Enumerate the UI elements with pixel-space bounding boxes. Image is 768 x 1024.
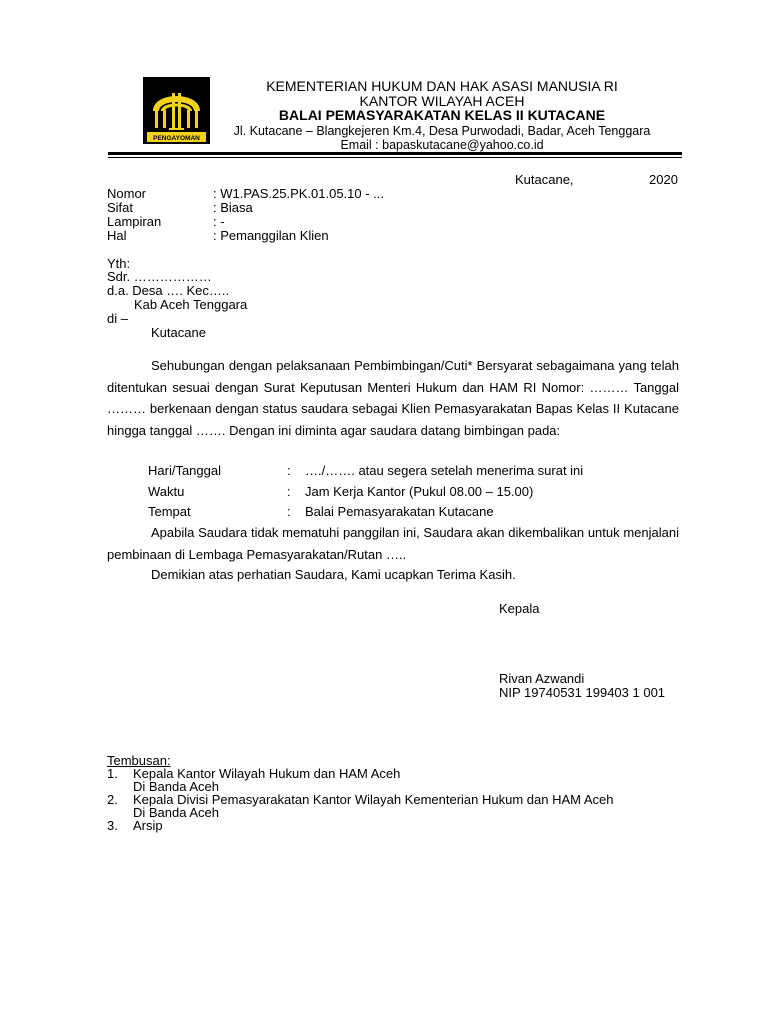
recipient-di: di –	[107, 311, 128, 326]
recipient-city: Kutacane	[151, 325, 206, 340]
body-paragraph-2-text: Apabila Saudara tidak mematuhi panggilan ini, Saudara akan dikembalikan untuk menjalani pembinaan di Lembaga Pemasyarakatan/Rutan …..	[107, 525, 679, 562]
place-date-year: 2020	[649, 172, 678, 187]
meta-label-hal: Hal	[107, 228, 127, 243]
cc-item-number: 1.	[107, 766, 118, 781]
meta-value-hal: : Pemanggilan Klien	[213, 228, 329, 243]
letterhead-office-name: BALAI PEMASYARAKATAN KELAS II KUTACANE	[278, 107, 606, 123]
recipient-yth: Yth:	[107, 256, 131, 271]
detail-value-waktu: Jam Kerja Kantor (Pukul 08.00 – 15.00)	[305, 484, 534, 499]
recipient-address: d.a. Desa …. Kec…..	[107, 283, 230, 298]
signature-name: Rivan Azwandi	[499, 671, 585, 686]
detail-label-tempat: Tempat	[148, 504, 191, 519]
pengayoman-emblem-icon	[143, 77, 210, 144]
letterhead-ministry: KEMENTERIAN HUKUM DAN HAK ASASI MANUSIA RI	[266, 78, 618, 94]
meta-value-sifat: : Biasa	[213, 200, 253, 215]
recipient-sdr: Sdr. ………………	[107, 269, 212, 284]
letterhead-divider-thin	[108, 157, 682, 158]
detail-label-hari-tanggal: Hari/Tanggal	[148, 463, 221, 478]
body-paragraph-1	[107, 355, 679, 441]
letterhead-divider-thick	[108, 152, 682, 155]
meta-label-lampiran: Lampiran	[107, 214, 162, 229]
signature-nip: NIP 19740531 199403 1 001	[499, 685, 666, 700]
logo-caption: PENGAYOMAN	[153, 135, 200, 142]
pengayoman-logo	[143, 77, 210, 144]
cc-item-number: 2.	[107, 792, 118, 807]
detail-value-hari-tanggal: …./……. atau segera setelah menerima surat ini	[305, 463, 584, 478]
cc-heading: Tembusan:	[107, 753, 171, 768]
detail-colon: :	[287, 504, 291, 519]
place-date-city: Kutacane,	[515, 172, 574, 187]
detail-value-tempat: Balai Pemasyarakatan Kutacane	[305, 504, 494, 519]
signature-title: Kepala	[499, 601, 540, 616]
cc-item-2-line1: Kepala Divisi Pemasyarakatan Kantor Wilayah Kementerian Hukum dan HAM Aceh	[133, 792, 614, 807]
detail-colon: :	[287, 484, 291, 499]
cc-item-number: 3.	[107, 818, 118, 833]
detail-colon: :	[287, 463, 291, 478]
meta-label-sifat: Sifat	[107, 200, 134, 215]
detail-label-waktu: Waktu	[148, 484, 185, 499]
letterhead-email: Email : bapaskutacane@yahoo.co.id	[340, 138, 544, 152]
cc-item-3-line1: Arsip	[133, 818, 163, 833]
meta-value-nomor: : W1.PAS.25.PK.01.05.10 - ...	[213, 186, 385, 201]
cc-item-2-line2: Di Banda Aceh	[133, 805, 220, 820]
letterhead-address: Jl. Kutacane – Blangkejeren Km.4, Desa Purwodadi, Badar, Aceh Tenggara	[233, 124, 651, 138]
meta-value-lampiran: : -	[213, 214, 225, 229]
body-paragraph-3: Demikian atas perhatian Saudara, Kami ucapkan Terima Kasih.	[151, 567, 516, 582]
cc-item-1-line1: Kepala Kantor Wilayah Hukum dan HAM Aceh	[133, 766, 401, 781]
cc-item-1-line2: Di Banda Aceh	[133, 779, 220, 794]
recipient-regency: Kab Aceh Tenggara	[134, 297, 248, 312]
letterhead-regional-office: KANTOR WILAYAH ACEH	[359, 93, 525, 109]
body-paragraph-1-text: Sehubungan dengan pelaksanaan Pembimbingan/Cuti* Bersyarat sebagaimana yang telah ditentukan sesuai dengan Surat Keputusan Menteri Hukum dan HAM RI Nomor: ……… Tanggal ……… berkenaan dengan status saudara sebagai Klien Pemasyarakatan Bapas Kelas II Kutacane hingga tanggal ……. Dengan ini diminta agar saudara datang bimbingan pada:	[107, 358, 679, 438]
body-paragraph-2	[107, 522, 679, 565]
meta-label-nomor: Nomor	[107, 186, 147, 201]
